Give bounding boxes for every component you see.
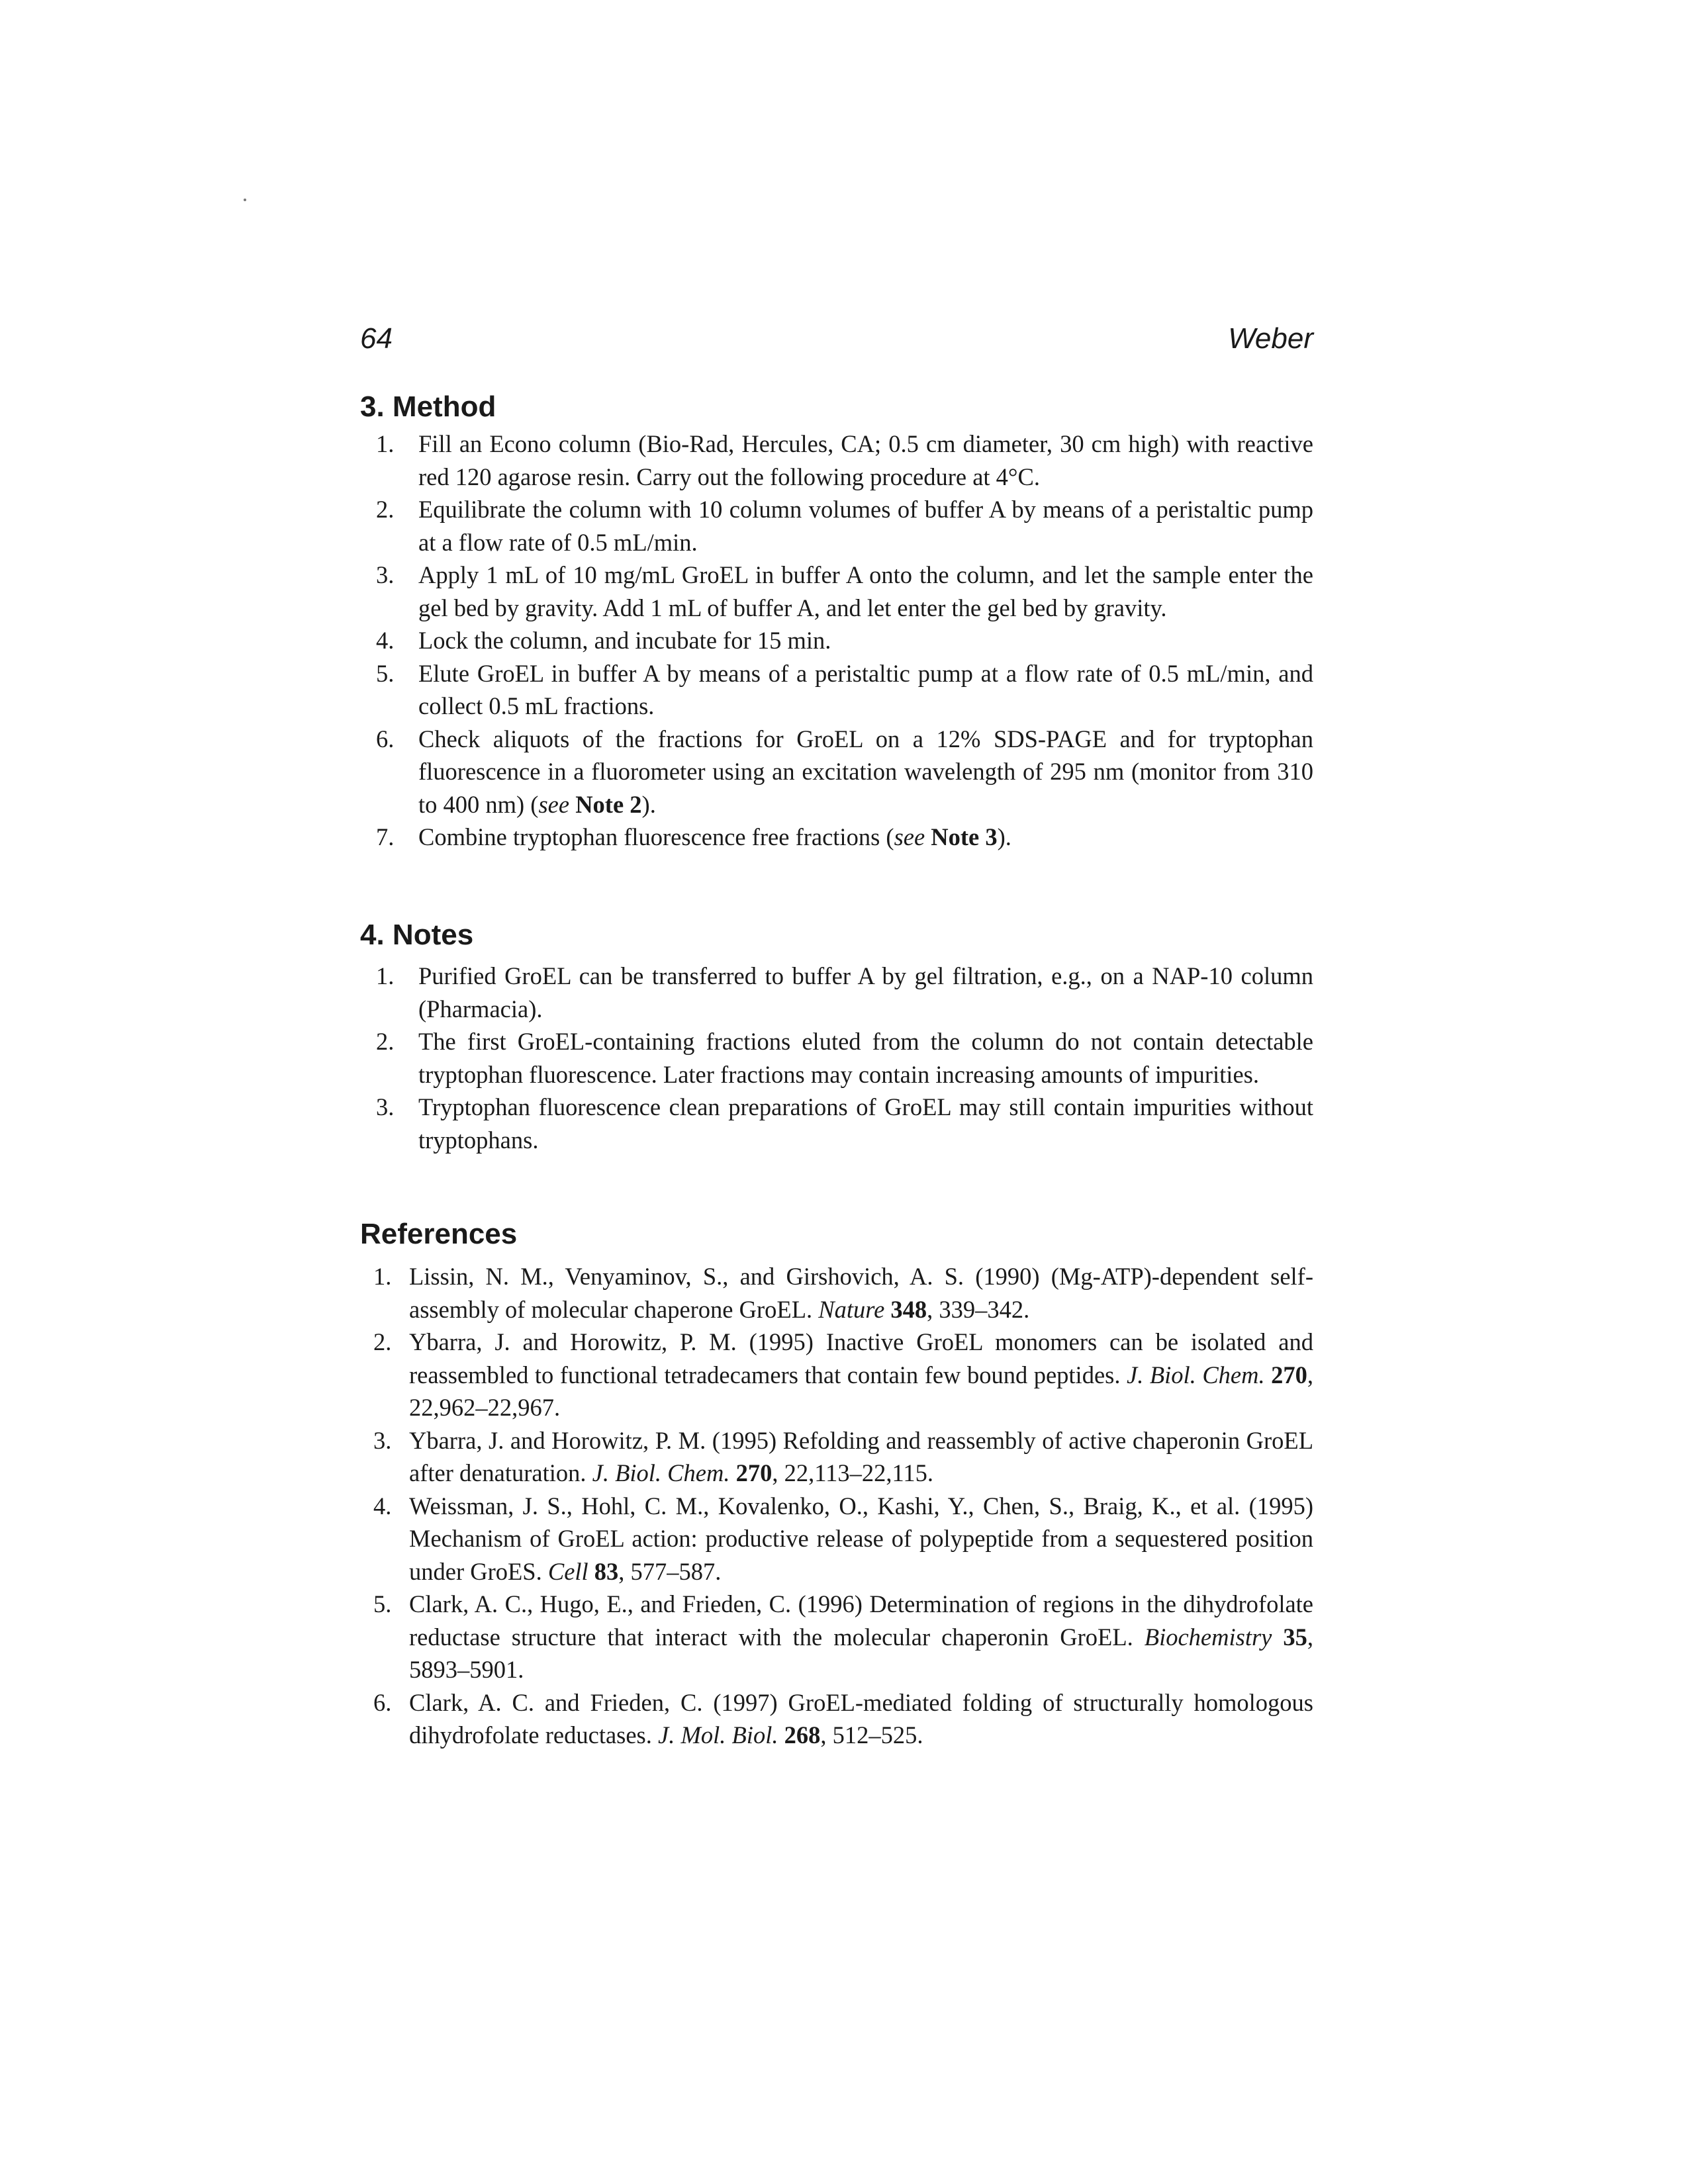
note-item	[360, 1091, 1313, 1156]
journal-name: Cell	[547, 1557, 588, 1585]
method-step	[360, 428, 1313, 493]
journal-name: J. Biol. Chem.	[1127, 1361, 1265, 1388]
step-tail: ).	[997, 823, 1011, 850]
journal-pages: , 22,962–22,967.	[409, 1361, 1314, 1421]
note-reference: Note 2	[575, 790, 642, 818]
method-step	[360, 624, 1313, 657]
note-text: Tryptophan fluorescence clean preparations of GroEL may still contain impurities without tryptophans.	[418, 1093, 1313, 1154]
reference-text: Ybarra, J. and Horowitz, P. M. (1995) Refolding and reassembly of active chaperonin GroEL after denaturation.	[409, 1426, 1313, 1486]
step-text: Equilibrate the column with 10 column volumes of buffer A by means of a peristaltic pump at a flow rate of 0.5 mL/min.	[418, 496, 1313, 556]
notes-section	[360, 917, 1313, 1156]
reference-text: Clark, A. C. and Frieden, C. (1997) GroEL-mediated folding of structurally homologous dihydrofolate reductases.	[409, 1688, 1313, 1749]
reference-text: Ybarra, J. and Horowitz, P. M. (1995) Inactive GroEL monomers can be isolated and reassembled to functional tetradecamers that contain few bound peptides.	[409, 1328, 1313, 1388]
method-step	[360, 657, 1313, 723]
reference-item	[360, 1260, 1313, 1326]
step-text: Lock the column, and incubate for 15 min.	[418, 627, 831, 654]
journal-pages: , 5893–5901.	[409, 1623, 1314, 1683]
reference-item	[360, 1424, 1313, 1490]
step-number: 3.	[376, 561, 395, 588]
reference-item	[360, 1588, 1313, 1686]
journal-volume: 35	[1283, 1623, 1307, 1651]
reference-item	[360, 1326, 1313, 1424]
journal-volume: 270	[1271, 1361, 1307, 1388]
step-text: Fill an Econo column (Bio-Rad, Hercules, CA; 0.5 cm diameter, 30 cm high) with reactive red 120 agarose resin. Carry out the following procedure at 4°C.	[418, 430, 1313, 490]
journal-name: Nature	[818, 1295, 885, 1323]
author-name: Weber	[1228, 322, 1313, 355]
method-heading: 3. Method	[360, 390, 496, 423]
method-steps	[360, 428, 1313, 854]
step-number: 4.	[376, 627, 395, 654]
note-item	[360, 1025, 1313, 1091]
step-text: Apply 1 mL of 10 mg/mL GroEL in buffer A onto the column, and let the sample enter the gel bed by gravity. Add 1 mL of buffer A, and let enter the gel bed by gravity.	[418, 561, 1313, 621]
step-number: 2.	[376, 496, 395, 523]
journal-volume: 270	[735, 1459, 773, 1486]
method-step	[360, 559, 1313, 624]
note-number: 3.	[376, 1093, 395, 1120]
see-word: see	[538, 790, 570, 818]
see-word: see	[894, 823, 925, 850]
step-number: 1.	[376, 430, 395, 457]
notes-list	[360, 960, 1313, 1156]
reference-number: 1.	[373, 1263, 392, 1290]
reference-item	[360, 1490, 1313, 1588]
journal-name: Biochemistry	[1144, 1623, 1272, 1651]
note-reference: Note 3	[931, 823, 998, 850]
step-number: 7.	[376, 823, 395, 850]
notes-heading: 4. Notes	[360, 919, 474, 951]
journal-pages: , 22,113–22,115.	[772, 1459, 934, 1486]
journal-pages: , 339–342.	[927, 1295, 1030, 1323]
note-item	[360, 960, 1313, 1025]
references-section	[360, 1216, 1313, 1752]
reference-text: Weissman, J. S., Hohl, C. M., Kovalenko, O., Kashi, Y., Chen, S., Braig, K., et al. (1995) Mechanism of GroEL action: productive release of polypeptide from a sequestered position under GroES.	[409, 1492, 1313, 1585]
method-section	[360, 389, 1313, 854]
step-number: 6.	[376, 725, 395, 752]
journal-volume: 348	[890, 1295, 927, 1323]
running-head	[360, 319, 1313, 359]
step-tail: ).	[641, 790, 656, 818]
journal-name: J. Mol. Biol.	[658, 1721, 778, 1749]
references-list	[360, 1260, 1313, 1752]
method-step	[360, 821, 1313, 854]
note-number: 2.	[376, 1028, 395, 1055]
step-text: Check aliquots of the fractions for GroEL on a 12% SDS-PAGE and for tryptophan fluorescence in a fluorometer using an excitation wavelength of 295 nm (monitor from 310 to 400 nm) (	[418, 725, 1313, 818]
reference-number: 6.	[373, 1688, 392, 1716]
step-text: Combine tryptophan fluorescence free fractions (	[418, 823, 894, 850]
scan-speck	[244, 199, 246, 201]
journal-volume: 268	[784, 1721, 821, 1749]
page-number: 64	[360, 322, 393, 355]
journal-volume: 83	[594, 1557, 619, 1585]
reference-number: 3.	[373, 1426, 392, 1454]
reference-text: Clark, A. C., Hugo, E., and Frieden, C. (1996) Determination of regions in the dihydrofolate reductase structure that interact with the molecular chaperonin GroEL.	[409, 1590, 1313, 1651]
reference-number: 2.	[373, 1328, 392, 1355]
step-number: 5.	[376, 659, 395, 687]
reference-text: Lissin, N. M., Venyaminov, S., and Girshovich, A. S. (1990) (Mg-ATP)-dependent self-assembly of molecular chaperone GroEL.	[409, 1263, 1313, 1323]
method-step	[360, 723, 1313, 821]
note-text: Purified GroEL can be transferred to buffer A by gel filtration, e.g., on a NAP-10 column (Pharmacia).	[418, 962, 1313, 1023]
reference-item	[360, 1686, 1313, 1752]
note-text: The first GroEL-containing fractions eluted from the column do not contain detectable tryptophan fluorescence. Later fractions may contain increasing amounts of impurities.	[418, 1028, 1313, 1088]
journal-name: J. Biol. Chem.	[592, 1459, 730, 1486]
journal-pages: , 512–525.	[820, 1721, 923, 1749]
method-step	[360, 493, 1313, 559]
references-heading: References	[360, 1218, 518, 1250]
reference-number: 5.	[373, 1590, 392, 1617]
reference-number: 4.	[373, 1492, 392, 1520]
journal-pages: , 577–587.	[618, 1557, 722, 1585]
step-text: Elute GroEL in buffer A by means of a peristaltic pump at a flow rate of 0.5 mL/min, and collect 0.5 mL fractions.	[418, 659, 1313, 719]
note-number: 1.	[376, 962, 395, 989]
